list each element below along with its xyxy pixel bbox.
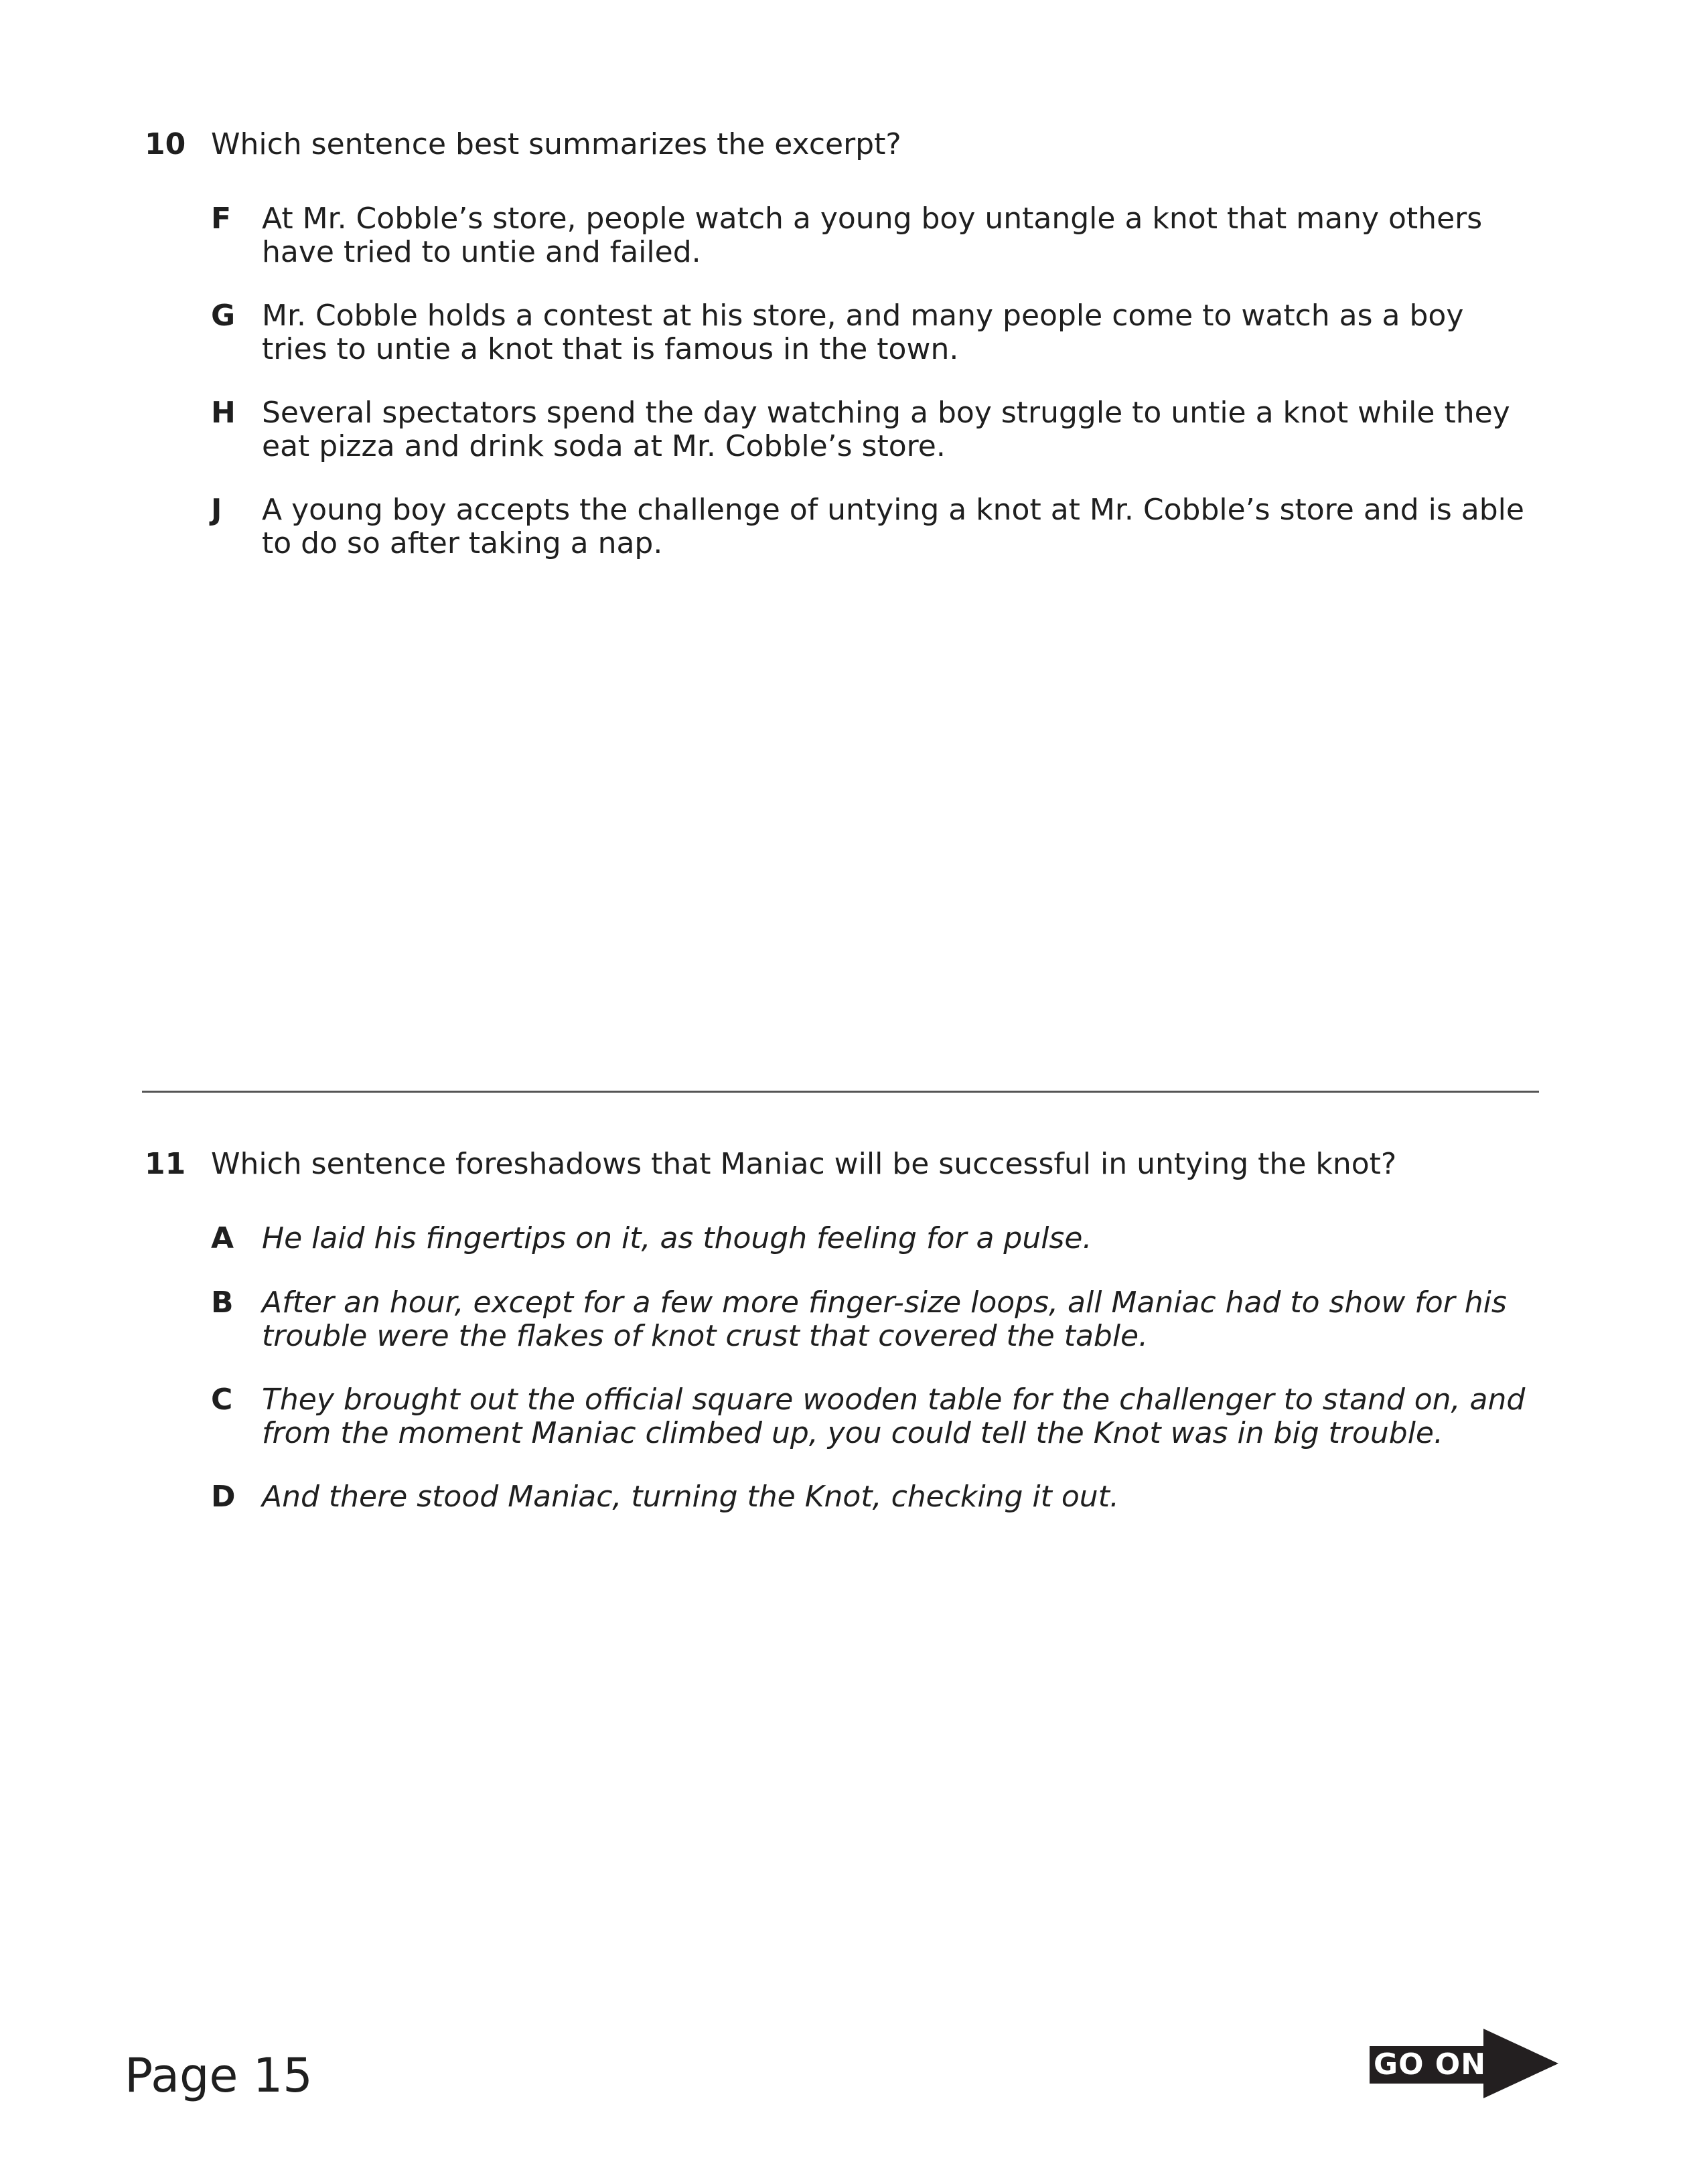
option-letter: C — [211, 1383, 233, 1417]
option-text: And there stood Maniac, turning the Knot, checking it out. — [262, 1480, 1119, 1514]
right-arrow-icon — [1483, 2029, 1558, 2098]
option-text: At Mr. Cobble’s store, people watch a young boy untangle a knot that many others have tried to untie and failed. — [262, 202, 1483, 269]
option-text: They brought out the official square wooden table for the challenger to stand on, and from the moment Maniac climbed up, you could tell the Knot was in big trouble. — [262, 1383, 1526, 1450]
go-on-button[interactable] — [1370, 2029, 1558, 2098]
option-letter: B — [211, 1285, 234, 1320]
question-stem: Which sentence best summarizes the excerpt? — [211, 127, 901, 161]
option-text: After an hour, except for a few more finger-size loops, all Maniac had to show for his trouble were the flakes of knot crust that covered the table. — [262, 1285, 1507, 1353]
option-letter: A — [211, 1221, 234, 1255]
option-letter: H — [211, 396, 236, 430]
option-text: Several spectators spend the day watching a boy struggle to untie a knot while they eat pizza and drink soda at Mr. Cobble’s store. — [262, 396, 1510, 463]
option-text: Mr. Cobble holds a contest at his store, and many people come to watch as a boy tries to untie a knot that is famous in the town. — [262, 299, 1464, 366]
question-number: 10 — [145, 127, 186, 161]
section-divider — [142, 1091, 1539, 1093]
option-letter: J — [211, 493, 222, 527]
go-on-label: GO ON — [1370, 2046, 1490, 2084]
question-stem: Which sentence foreshadows that Maniac will be successful in untying the knot? — [211, 1147, 1397, 1181]
option-letter: D — [211, 1480, 236, 1514]
option-text: He laid his fingertips on it, as though feeling for a pulse. — [262, 1221, 1092, 1255]
question-number: 11 — [145, 1147, 186, 1181]
option-text: A young boy accepts the challenge of untying a knot at Mr. Cobble’s store and is able to do so after taking a nap. — [262, 493, 1524, 560]
option-letter: G — [211, 299, 236, 333]
option-letter: F — [211, 202, 232, 236]
page-number: Page 15 — [125, 2048, 313, 2103]
